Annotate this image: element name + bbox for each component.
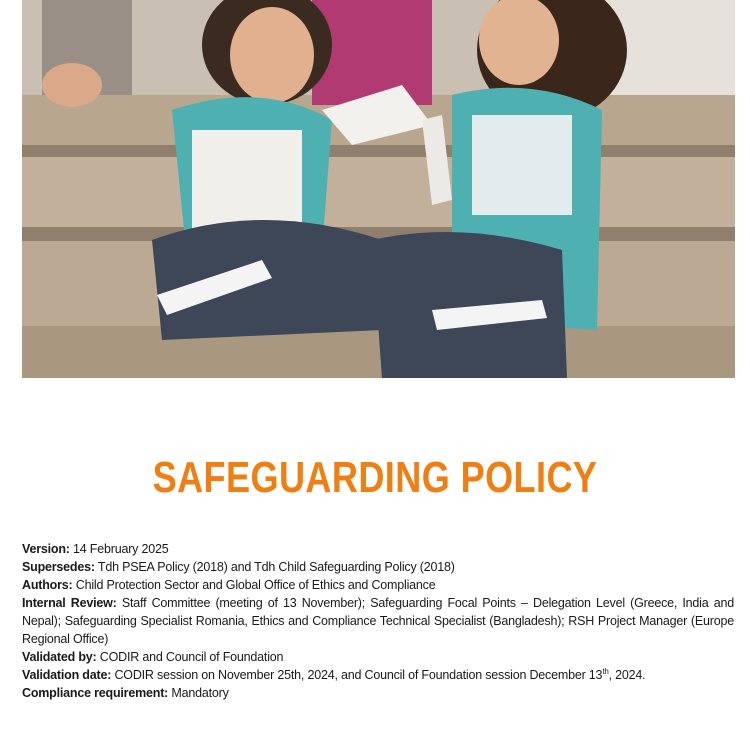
version-line (22, 540, 734, 558)
supersedes-line (22, 558, 734, 576)
validated-by-value: CODIR and Council of Foundation (99, 650, 284, 664)
validation-date-value: CODIR session on November 25th, 2024, and Council of Foundation session December 13 (114, 668, 603, 682)
validation-date-value-end: , 2024. (608, 668, 646, 682)
cover-photo (22, 0, 735, 378)
version-value: 14 February 2025 (73, 542, 169, 556)
compliance-value: Mandatory (171, 686, 229, 700)
supersedes-value: Tdh PSEA Policy (2018) and Tdh Child Safeguarding Policy (2018) (97, 560, 455, 574)
internal-review-line (22, 594, 734, 648)
internal-review-label: Internal Review: (22, 596, 117, 610)
validation-date-label: Validation date: (22, 668, 112, 682)
supersedes-label: Supersedes: (22, 560, 95, 574)
authors-line (22, 576, 734, 594)
validation-date-line (22, 666, 734, 684)
authors-label: Authors: (22, 578, 73, 592)
validation-date-superscript: th (602, 666, 609, 676)
compliance-line (22, 684, 734, 702)
compliance-label: Compliance requirement: (22, 686, 169, 700)
authors-value: Child Protection Sector and Global Office of Ethics and Compliance (75, 578, 436, 592)
validated-by-line (22, 648, 734, 666)
validated-by-label: Validated by: (22, 650, 97, 664)
document-metadata (22, 540, 734, 702)
internal-review-value: Staff Committee (meeting of 13 November); Safeguarding Focal Points – Delegation Level (Greece, India and Nepal); Safeguarding Specialist Romania, Ethics and Compliance Technical Specialist (Bangladesh); RSH Project Manager (Europe Regional Office) (22, 596, 734, 646)
version-label: Version: (22, 542, 70, 556)
document-title: SAFEGUARDING POLICY (152, 453, 598, 502)
